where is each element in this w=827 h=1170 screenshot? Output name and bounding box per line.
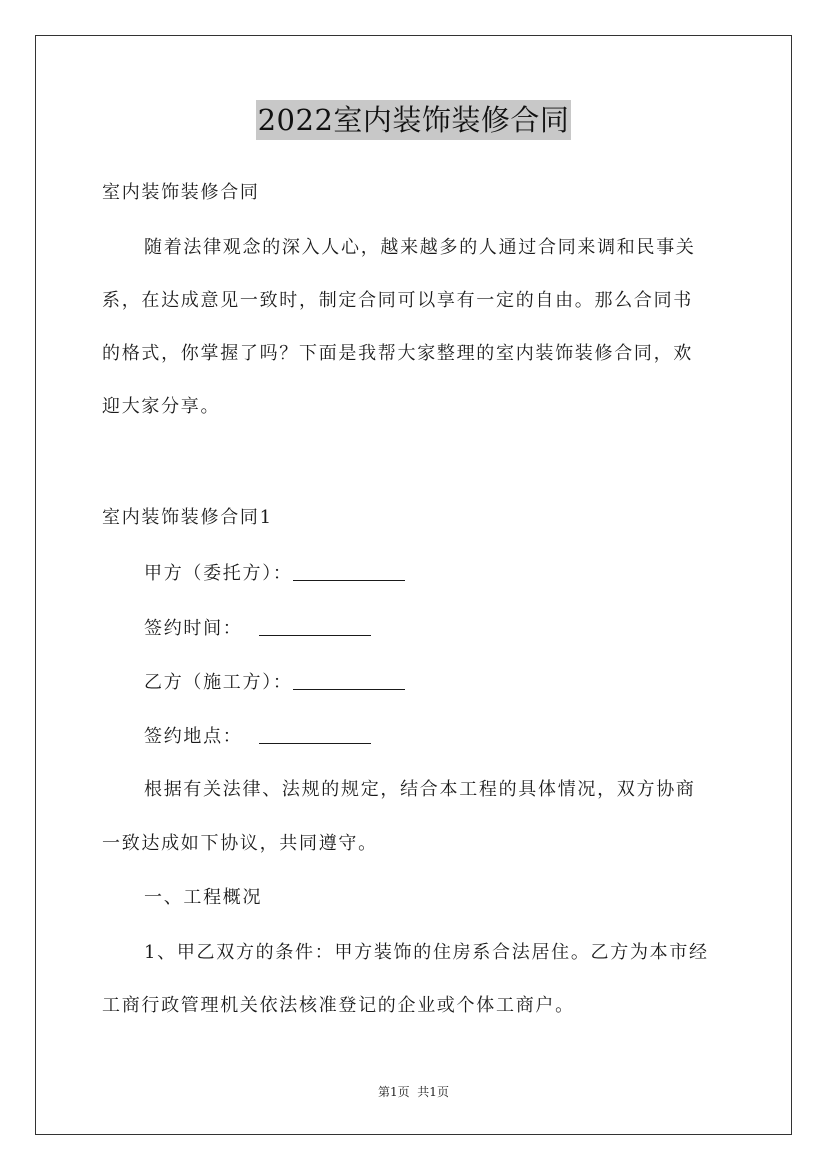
agreement-line-2: 一致达成如下协议，共同遵守。: [102, 833, 378, 854]
field-party-b-label: 乙方（施工方）：: [144, 672, 293, 693]
field-signing-place: [144, 725, 371, 749]
field-signing-time-blank: [259, 617, 371, 636]
intro-line-1: 随着法律观念的深入人心，越来越多的人通过合同来调和民事关: [144, 237, 696, 258]
field-signing-time: [144, 617, 371, 641]
field-signing-time-label: 签约时间：: [144, 618, 243, 639]
clause-line-1: 1、甲乙双方的条件：甲方装饰的住房系合法居住。乙方为本市经: [144, 942, 709, 963]
clause-line-2: 工商行政管理机关依法核准登记的企业或个体工商户。: [102, 995, 575, 1016]
field-party-a-blank: [293, 562, 405, 581]
intro-line-4: 迎大家分享。: [102, 396, 221, 417]
intro-line-3: 的格式，你掌握了吗？下面是我帮大家整理的室内装饰装修合同，欢: [102, 343, 693, 364]
document-subtitle: 室内装饰装修合同: [102, 182, 260, 203]
field-party-b-blank: [293, 671, 405, 690]
agreement-line-1: 根据有关法律、法规的规定，结合本工程的具体情况，双方协商: [144, 779, 696, 800]
field-party-a: [144, 562, 405, 586]
page-footer: 第1页 共1页: [378, 1085, 449, 1099]
field-party-b: [144, 671, 405, 695]
chapter-heading: 一、工程概况: [144, 887, 263, 908]
intro-line-2: 系，在达成意见一致时，制定合同可以享有一定的自由。那么合同书: [102, 290, 693, 311]
section-heading: 室内装饰装修合同1: [102, 507, 273, 528]
title-container: [0, 100, 827, 140]
field-signing-place-label: 签约地点：: [144, 726, 243, 747]
field-party-a-label: 甲方（委托方）：: [144, 563, 293, 584]
field-signing-place-blank: [259, 725, 371, 744]
document-title: 2022室内装饰装修合同: [256, 100, 572, 140]
